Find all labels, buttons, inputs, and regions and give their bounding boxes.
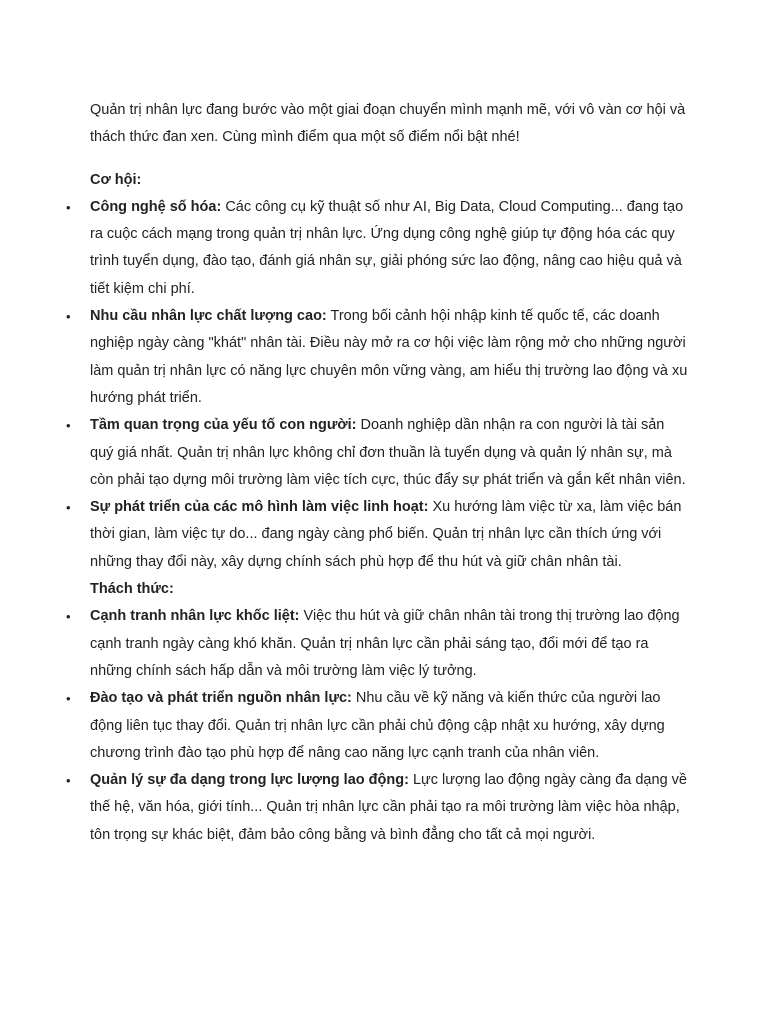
item-term: Nhu cầu nhân lực chất lượng cao: (90, 308, 327, 325)
item-text: Xu hướng làm việc từ xa, làm việc bán thời gian, làm việc tự do... đang ngày càng phổ biến. Quản trị nhân lực cần thích ứng với những thay đổi này, xây dựng chính sách phù hợp để thu hút và giữ chân nhân tài. (90, 499, 682, 570)
item-text: Việc thu hút và giữ chân nhân tài trong thị trường lao động cạnh tranh ngày càng khó khăn. Quản trị nhân lực cần phải sáng tạo, đổi mới để tạo ra những chính sách hấp dẫn và môi trường làm việc lý tưởng. (90, 608, 680, 679)
bullet-icon: • (66, 773, 71, 789)
list-item (66, 494, 690, 576)
item-term: Sự phát triển của các mô hình làm việc linh hoạt: (90, 499, 429, 516)
intro-paragraph: Quản trị nhân lực đang bước vào một giai đoạn chuyển mình mạnh mẽ, với vô vàn cơ hội và thách thức đan xen. Cùng mình điểm qua một số điểm nổi bật nhé! (90, 102, 686, 146)
item-text: Nhu cầu về kỹ năng và kiến thức của người lao động liên tục thay đổi. Quản trị nhân lực cần phải chủ động cập nhật xu hướng, xây dựng chương trình đào tạo phù hợp để nâng cao năng lực cạnh tranh của nhân viên. (90, 690, 665, 761)
list-item (66, 303, 690, 412)
opportunities-heading: Cơ hội: (90, 171, 142, 188)
document-body (66, 97, 690, 849)
item-term: Cạnh tranh nhân lực khốc liệt: (90, 608, 300, 625)
bullet-icon: • (66, 609, 71, 625)
list-item (66, 412, 690, 494)
list-item (66, 194, 690, 303)
challenges-list (66, 603, 690, 849)
list-item (66, 685, 690, 767)
bullet-icon: • (66, 691, 71, 707)
bullet-icon: • (66, 500, 71, 516)
item-text: Lực lượng lao động ngày càng đa dạng về thế hệ, văn hóa, giới tính... Quản trị nhân lực cần phải tạo ra môi trường làm việc hòa nhập, tôn trọng sự khác biệt, đảm bảo công bằng và bình đẳng cho tất cả mọi người. (90, 772, 687, 843)
bullet-icon: • (66, 418, 71, 434)
item-text: Doanh nghiệp dần nhận ra con người là tài sản quý giá nhất. Quản trị nhân lực không chỉ đơn thuần là tuyển dụng và quản lý nhân sự, mà còn phải tạo dựng môi trường làm việc tích cực, thúc đẩy sự phát triển và gắn kết nhân viên. (90, 417, 686, 488)
opportunities-list (66, 194, 690, 576)
list-item (66, 767, 690, 849)
bullet-icon: • (66, 309, 71, 325)
item-term: Quản lý sự đa dạng trong lực lượng lao động: (90, 772, 409, 789)
challenges-heading: Thách thức: (90, 581, 174, 598)
item-term: Tầm quan trọng của yếu tố con người: (90, 417, 357, 434)
item-term: Công nghệ số hóa: (90, 198, 222, 215)
item-text: Các công cụ kỹ thuật số như AI, Big Data, Cloud Computing... đang tạo ra cuộc cách mạng trong quản trị nhân lực. Ứng dụng công nghệ giúp tự động hóa các quy trình tuyển dụng, đào tạo, đánh giá nhân sự, giải phóng sức lao động, nâng cao hiệu quả và tiết kiệm chi phí. (90, 198, 684, 297)
item-text: Trong bối cảnh hội nhập kinh tế quốc tế, các doanh nghiệp ngày càng "khát" nhân tài. Điều này mở ra cơ hội việc làm rộng mở cho những người làm quản trị nhân lực có năng lực chuyên môn vững vàng, am hiểu thị trường lao động và xu hướng phát triển. (90, 308, 688, 406)
bullet-icon: • (66, 199, 71, 215)
list-item (66, 603, 690, 685)
item-term: Đào tạo và phát triển nguồn nhân lực: (90, 690, 352, 707)
